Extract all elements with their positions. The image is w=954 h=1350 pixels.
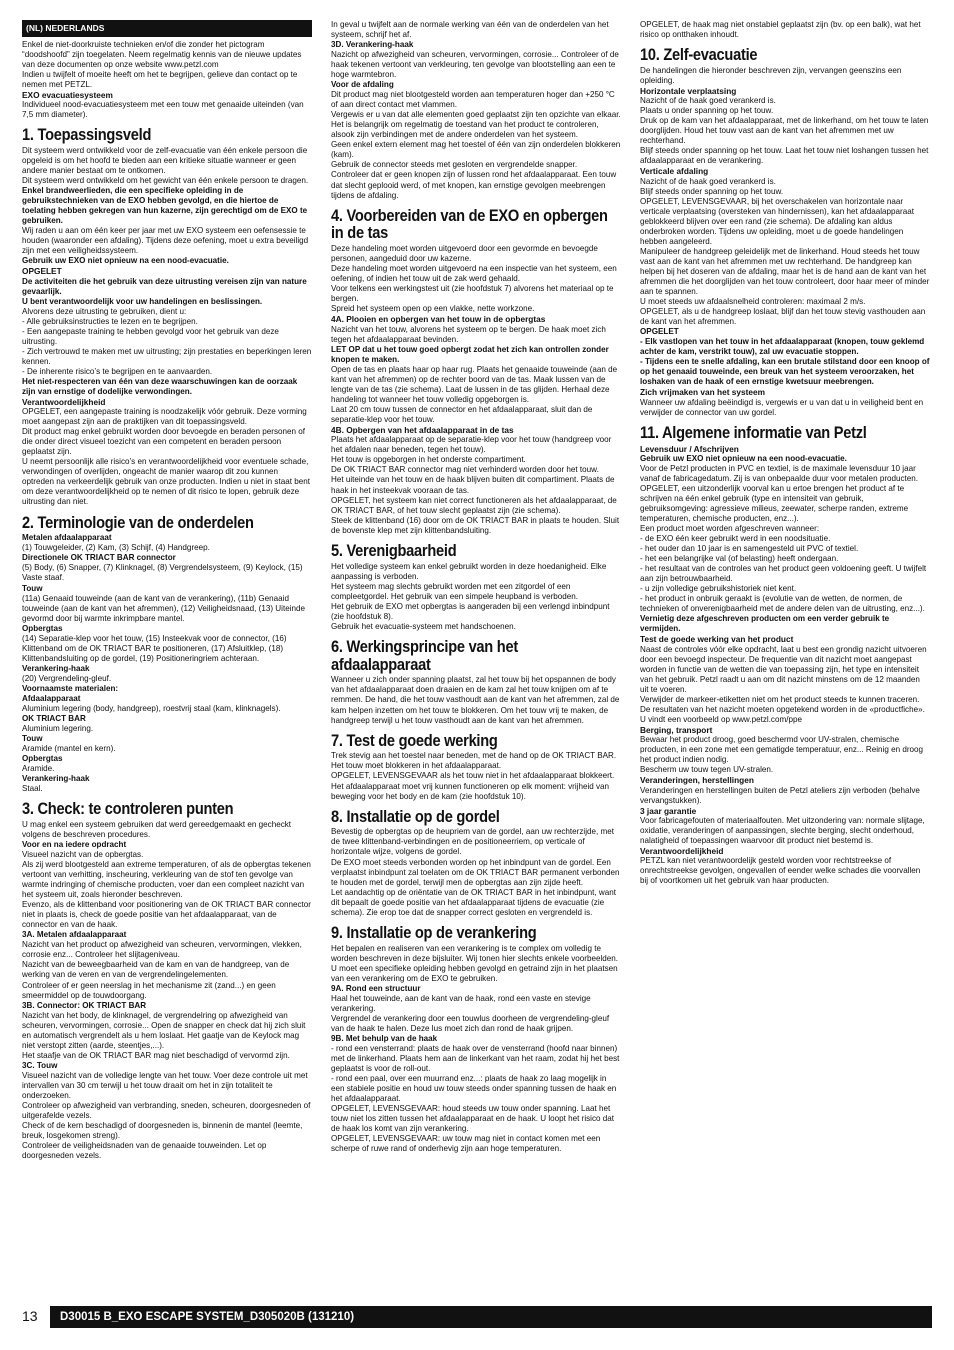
paragraph: Voor telkens een werkingstest uit (zie hoofdstuk 7) alvorens het materiaal op te bergen.	[331, 284, 614, 304]
paragraph: (5) Body, (6) Snapper, (7) Klinknagel, (8) Vergrendelsysteem, (9) Keylock, (15) Vaste staaf.	[22, 563, 303, 583]
paragraph: (20) Vergrendeling-gleuf.	[22, 673, 112, 683]
bold-paragraph: U bent verantwoordelijk voor uw handelingen en beslissingen.	[22, 296, 263, 306]
paragraph: - rond een paal, over een muurrand enz...: plaats de haak zo laag mogelijk in een stabiele positie en houd uw touw steeds onder spanning tussen de haak en het afdaalapparaat.	[331, 1073, 617, 1103]
subheading: Verantwoordelijkheid	[640, 846, 724, 857]
paragraph: Als zij werd blootgesteld aan extreme temperaturen, of als de opbergtas tekenen vertoont van verhitting, inscheuring, verkleuring van de stof ten gevolge van warmte indringing of chemische producten, voer dan een compleet nazicht van het systeem uit, zoals hieronder beschreven.	[22, 860, 311, 900]
paragraph: De OK TRIACT BAR connector mag niet verhinderd worden door het touw.	[331, 465, 599, 475]
paragraph: Blijf steeds onder spanning op het touw.	[640, 186, 784, 196]
paragraph: Let aandachtig op de oriëntatie van de OK TRIACT BAR in het inbindpunt, want dit bepaalt de goede positie van het afdaalapparaat tijdens de evacuatie (zie schema). Zie erop toe dat de snapper correct gesloten en vergrendeld is.	[331, 887, 616, 917]
subheading: Verantwoordelijkheid	[22, 396, 106, 407]
bold-paragraph: Het niet-respecteren van één van deze waarschuwingen kan de oorzaak zijn van ernstige of dodelijke verwondingen.	[22, 376, 298, 396]
paragraph: Deze handeling moet worden uitgevoerd door een gevormde en bevoegde personen, aangeduid door uw kazerne.	[331, 244, 598, 264]
bold-paragraph: - Elk vastlopen van het touw in het afdaalapparaat (knopen, touw geklemd achter de kam, verstrikt touw), zal uw evacuatie stoppen.	[640, 337, 925, 357]
label-heading: Verankering-haak	[22, 663, 90, 673]
paragraph: Voor de Petzl producten in PVC en textiel, is de maximale levensduur 10 jaar vanaf de fabricagedatum. Zij is van onbepaalde duur voor metalen producten.	[640, 463, 919, 483]
column-2-content	[331, 20, 621, 1154]
paragraph: Vergrendel de verankering door een touwlus doorheen de vergrendeling-gleuf van de haak te halen. Deze lus moet zich dan rond de haak grijpen.	[331, 1013, 610, 1033]
paragraph: - De inherente risico’s te begrijpen en te aanvaarden.	[22, 366, 213, 376]
paragraph: Het uiteinde van het touw en de haak blijven buiten dit compartiment. Plaats de haak in het insteekvak vooraan de tas.	[331, 475, 615, 495]
bold-paragraph: Gebruik uw EXO niet opnieuw na een nood-evacuatie.	[22, 256, 229, 266]
page-number: 13	[22, 1308, 38, 1324]
paragraph: Steek de klittenband (16) door om de OK TRIACT BAR in plaats te houden. Sluit de bovenste klep met zijn klittenbandsluiting.	[331, 515, 620, 535]
label-heading: OK TRIACT BAR	[22, 713, 86, 723]
column-1	[22, 20, 312, 1288]
subheading: OPGELET	[22, 266, 62, 277]
paragraph: In geval u twijfelt aan de normale werking van één van de onderdelen van het systeem, schrijf het af.	[331, 20, 609, 40]
bold-paragraph: De activiteiten die het gebruik van deze uitrusting vereisen zijn van nature gevaarlijk.	[22, 276, 307, 296]
paragraph: Bewaar het product droog, goed beschermd voor UV-stralen, chemische producten, in een zone met een gematigde temperatuur, enz... Reinig en droog het product indien nodig.	[640, 735, 924, 765]
paragraph: - het een belangrijke val (of belasting) heeft ondergaan.	[640, 554, 839, 564]
paragraph: Nazicht van de beweegbaarheid van de kam en van de handgreep, van de werking van de veren en van de vergrendelingelementen.	[22, 960, 290, 980]
paragraph: OPGELET, de haak mag niet onstabiel geplaatst zijn (bv. op een balk), wat het risico op ontthaken inhoudt.	[640, 20, 921, 40]
paragraph: Controleer op afwezigheid van verbranding, sneden, scheuren, doorgesneden of uitgerafelde vezels.	[22, 1100, 311, 1120]
label-heading: Verankering-haak	[22, 774, 90, 784]
paragraph: Het volledige systeem kan enkel gebruikt worden in deze hoedanigheid. Elke aanpassing is verboden.	[331, 561, 607, 581]
paragraph: (14) Separatie-klep voor het touw, (15) Insteekvak voor de connector, (16) Klittenband om de OK TRIACT BAR te positioneren, (17) Afsluitklep, (18) Klittenbandsluiting op de gordel, (19) Positioneringriem achteraan.	[22, 633, 287, 663]
paragraph: U mag enkel een systeem gebruiken dat werd gereedgemaakt en gecheckt volgens de beschreven procedures.	[22, 820, 292, 840]
paragraph: Nazicht of de haak goed verankerd is.	[640, 176, 776, 186]
paragraph: Controleer de veiligheidsnaden van de genaaide touweinden. Let op doorgesneden vezels.	[22, 1141, 267, 1161]
label-heading: Opbergtas	[22, 623, 63, 633]
paragraph: OPGELET, het systeem kan niet correct functioneren als het afdaalapparaat, de OK TRIACT BAR, of het touw slecht geplaatst zijn (zie schema).	[331, 495, 617, 515]
paragraph: Plaats het afdaalapparaat op de separatie-klep voor het touw (handgreep voor het afdalen naar beneden, tegen het touw).	[331, 435, 612, 455]
paragraph: Veranderingen en herstellingen buiten de Petzl ateliers zijn verboden (behalve vervangstukken).	[640, 785, 920, 805]
paragraph: Visueel nazicht van de opbergtas.	[22, 850, 144, 860]
paragraph: - rond een vensterrand: plaats de haak over de vensterrand (hoofd naar binnen) met de linkerhand. Plaats hem aan de linkerkant van het raam, zodat hij het best geplaatst is voor de roll-out.	[331, 1043, 620, 1073]
paragraph: Voor fabricagefouten of materiaalfouten. Met uitzondering van: normale slijtage, oxidatie, veranderingen of aanpassingen, slechte berging, slecht onderhoud, nalatigheid of toepassingen waarvoor dit product niet bestemd is.	[640, 816, 925, 846]
subheading: 3 jaar garantie	[640, 805, 697, 816]
paragraph: Aluminium legering.	[22, 723, 94, 733]
paragraph: Het bepalen en realiseren van een verankering is te complex om volledig te worden beschreven in deze bijsluiter. Wij tonen hier slechts enkele voorbeelden. U moet een specifieke opleiding hebben gevolgd en getraind zijn in het plaatsen van een verankering om de EXO te gebruiken.	[331, 943, 619, 983]
paragraph: Wanneer uw afdaling beëindigd is, vergewis er u van dat u in veiligheid bent en verwijder de connector van uw gordel.	[640, 397, 924, 417]
paragraph: Nazicht van het body, de klinknagel, de vergrendelring op afwezigheid van scheuren, vervormingen, corrosie... Open de snapper en check dat hij zich sluit en automatisch vergrendelt als u hem loslaat. Het gaatje van de Keylock mag niet verstopt zitten (aarde, steentjes,...).	[22, 1010, 306, 1050]
subheading: Zich vrijmaken van het systeem	[640, 387, 765, 398]
paragraph: Gebruik de connector steeds met gesloten en vergrendelde snapper.	[331, 160, 578, 170]
label-heading: OPGELET	[640, 327, 679, 337]
paragraph: Haal het touweinde, aan de kant van de haak, rond een vaste en stevige verankering.	[331, 993, 591, 1013]
section-heading: 10. Zelf-evacuatie	[640, 45, 758, 65]
paragraph: De resultaten van het nazicht moeten opgetekend worden in de «productfiche». U vindt een voorbeeld op www.petzl.com/ppe	[640, 704, 925, 724]
paragraph: Bescherm uw touw tegen UV-stralen.	[640, 765, 774, 775]
section-heading: 8. Installatie op de gordel	[331, 806, 500, 826]
paragraph: PETZL kan niet verantwoordelijk gesteld worden voor rechtstreekse of onrechtstreekse gevolgen, ongevallen of eender welke schades die voorvallen bij of voortkomen uit het gebruik van haar producten.	[640, 856, 921, 886]
paragraph: OPGELET, een uitzonderlijk voorval kan u ertoe brengen het product af te schrijven na één enkel gebruik (type en intensiteit van gebruik, gebruiksomgeving: agressieve milieus, zeewater, scherpe randen, extreme temperaturen, chemische producten, enz...).	[640, 483, 909, 524]
label-heading: Metalen afdaalapparaat	[22, 533, 112, 543]
paragraph: - Alle gebruiksinstructies te lezen en te begrijpen.	[22, 316, 198, 326]
paragraph: Geen enkel extern element mag het toestel of één van zijn onderdelen blokkeren (kam).	[331, 140, 621, 160]
subheading: Horizontale verplaatsing	[640, 85, 737, 96]
paragraph: Vergewis er u van dat alle elementen goed geplaatst zijn ten opzichte van elkaar. Het is belangrijk om regelmatig de toestand van het product te controleren, alsook zijn verbindingen met de andere onderdelen van het systeem.	[331, 110, 621, 140]
subheading: 4B. Opbergen van het afdaalapparaat in de tas	[331, 425, 514, 436]
paragraph: Het gebruik de EXO met opbergtas is aangeraden bij een verlengd inbindpunt (zie hoofdstuk 8).	[331, 601, 610, 621]
paragraph: Het touw is opgeborgen in het onderste compartiment.	[331, 455, 526, 465]
label-heading: Voornaamste materialen:	[22, 683, 119, 693]
paragraph: Naast de controles vóór elke opdracht, laat u best een grondig nazicht uitvoeren door een bevoegd inspecteur. De frequentie van dit nazicht moet aangepast worden in functie van de wetten die van toepassing zijn, het type en intensiteit van het gebruik. Petzl raadt u aan om dit nazicht minstens om de 12 maanden uit te voeren.	[640, 644, 927, 694]
paragraph: Het systeem mag slechts gebruikt worden met een zitgordel of een compleetgordel. Het gebruik van een simpele heupband is verboden.	[331, 581, 579, 601]
paragraph: Dit systeem werd ontwikkeld voor de zelf-evacuatie van één enkele persoon die opgeleid is om het hoofd te bieden aan een kritieke situatie wanneer er geen andere manier bestaat om te ontkomen.	[22, 145, 308, 175]
paragraph: Spreid het systeem open op een vlakke, nette workzone.	[331, 304, 535, 314]
page-footer	[22, 1306, 932, 1328]
label-heading: 3A. Metalen afdaalapparaat	[22, 930, 127, 940]
column-2	[331, 20, 621, 1280]
paragraph: OPGELET, LEVENSGEVAAR als het touw niet in het afdaalapparaat blokkeert. Het afdaalapparaat moet vrij kunnen functioneren op elk moment: vrijheid van beweging voor het body en de kam (zie hoofdstuk 10).	[331, 771, 615, 801]
paragraph: Trek stevig aan het toestel naar beneden, met de hand op de OK TRIACT BAR. Het touw moet blokkeren in het afdaalapparaat.	[331, 751, 617, 771]
paragraph: Controleer dat er geen knopen zijn of lussen rond het afdaalapparaat. Een touw dat slecht geplooid werd, of met knopen, kan ernstige gevolgen meebrengen tijdens de afdaling.	[331, 170, 617, 200]
paragraph: U neemt persoonlijk alle risico’s en verantwoordelijkheid voor eventuele schade, verwondingen of overlijden, ongeacht de manier waarop dit zou kunnen optreden na verkeerdelijk gebruik van onze producten. Indien u niet in staat bent om deze verantwoordelijkheid op te nemen of dit risico te lopen, gebruik deze uitrusting dan niet.	[22, 457, 310, 507]
subheading: Veranderingen, herstellingen	[640, 775, 754, 786]
section-heading: 6. Werkingsprincipe van het afdaalapparaat	[331, 636, 518, 674]
paragraph: Dit systeem werd ontwikkeld om het gewicht van één enkele persoon te dragen.	[22, 175, 309, 185]
paragraph: Bevestig de opbergtas op de heupriem van de gordel, aan uw rechterzijde, met de twee klittenband-verbindingen en de positioneerriem, op verticale of horizontale wijze, volgens de gordel.	[331, 827, 615, 857]
paragraph: De handelingen die hieronder beschreven zijn, vervangen geenszins een opleiding.	[640, 65, 902, 85]
column-1-content	[22, 40, 312, 1162]
paragraph: Dit product mag niet blootgesteld worden aan temperaturen hoger dan +250 °C of aan direct contact met vlammen.	[331, 90, 615, 110]
paragraph: Aramide.	[22, 764, 55, 774]
paragraph: Een product moet worden afgeschreven wanneer:	[640, 524, 820, 534]
bold-paragraph: LET OP dat u het touw goed opbergt zodat het zich kan ontrollen zonder knopen te maken.	[331, 344, 609, 364]
paragraph: - het resultaat van de controles van het product geen voldoening geeft. U twijfelt aan zijn betrouwbaarheid.	[640, 564, 927, 584]
section-heading: 2. Terminologie van de onderdelen	[22, 512, 254, 532]
bold-paragraph: - Tijdens een te snelle afdaling, kan een brutale stilstand door een knoop of op het genaaid touweinde, een breuk van het systeem veroorzaken, het loshaken van de haak of een ernstige kwetsuur meebrengen.	[640, 357, 930, 387]
paragraph: Plaats u onder spanning op het touw.	[640, 106, 774, 116]
paragraph: Nazicht van het touw, alvorens het systeem op te bergen. De haak moet zich tegen het afdaalapparaat bevinden.	[331, 324, 606, 344]
paragraph: Nazicht van het product op afwezigheid van scheuren, vervormingen, vlekken, corrosie enz... Controleer het slijtageniveau.	[22, 940, 302, 960]
paragraph: Wij raden u aan om één keer per jaar met uw EXO systeem een oefensessie te houden (waaronder een afdaling). Tijdens deze oefening, moet u extra beveiligd zijn met een veiligheidssysteem.	[22, 226, 309, 256]
label-heading: Afdaalapparaat	[22, 693, 81, 703]
label-heading: Voor de afdaling	[331, 80, 394, 90]
paragraph: Enkel de niet-doorkruiste technieken en/of die zonder het pictogram “doodshoofd” zijn toegelaten. Neem regelmatig kennis van de nieuwe updates van deze documenten op onze website www.petzl.com	[22, 39, 302, 69]
section-heading: 7. Test de goede werking	[331, 730, 498, 750]
paragraph: Druk op de kam van het afdaalapparaat, met de linkerhand, om het touw te laten doorglijden. Houd het touw vast aan de kant van het afremmen met uw rechterhand.	[640, 116, 929, 146]
bold-paragraph: Enkel brandweerlieden, die een specifieke opleiding in de gebruikstechnieken van de EXO hebben gevolgd, en die hiertoe de toelating hebben gekregen van hun kazerne, zijn gerechtigd om de EXO te gebruiken.	[22, 186, 308, 226]
label-heading: Directionele OK TRIACT BAR connector	[22, 553, 176, 563]
paragraph: OPGELET, als u de handgreep loslaat, blijf dan het touw stevig vasthouden aan de kant van het afremmen.	[640, 307, 926, 327]
paragraph: - Zich vertrouwd te maken met uw uitrusting; zijn prestaties en beperkingen leren kennen.	[22, 346, 312, 366]
subheading: Levensduur / Afschrijven	[640, 443, 739, 454]
paragraph: Controleer of er geen neerslag in het mechanisme zit (zand...) en geen smeermiddel op de touwdoorgang.	[22, 980, 276, 1000]
section-heading: 3. Check: te controleren punten	[22, 799, 234, 819]
label-heading: 9A. Rond een structuur	[331, 983, 421, 993]
paragraph: - het product in onbruik geraakt is (evolutie van de wetten, de normen, de technieken of onverenigbaarheid met de andere delen van de uitrusting, enz...).	[640, 594, 925, 614]
paragraph: Nazicht of de haak goed verankerd is.	[640, 96, 776, 106]
label-heading: 3D. Verankering-haak	[331, 40, 414, 50]
subheading: Berging, transport	[640, 724, 713, 735]
section-heading: 11. Algemene informatie van Petzl	[640, 422, 867, 442]
subheading: Verticale afdaling	[640, 166, 709, 177]
section-heading: 4. Voorbereiden van de EXO en opbergen in de tas	[331, 205, 608, 243]
paragraph: Evenzo, als de klittenband voor positionering van de OK TRIACT BAR connector niet in plaats is, check de goede positie van het afdaalapparaat, van de connector en van de haak.	[22, 900, 311, 930]
paragraph: Deze handeling moet worden uitgevoerd na een inspectie van het systeem, een oefening, of indien het touw uit de zak werd gehaald.	[331, 264, 617, 284]
paragraph: - Een aangepaste training te hebben gevolgd voor het gebruik van deze uitrusting.	[22, 326, 279, 346]
column-3-content	[640, 20, 930, 886]
paragraph: De EXO moet steeds verbonden worden op het inbindpunt van de gordel. Een verplaatst inbindpunt zal toelaten om de OK TRIACT BAR permanent verbonden te houden met de gordel, terwijl men de opbergtas aan zijn zijde heeft.	[331, 857, 620, 887]
label-heading: 3B. Connector: OK TRIACT BAR	[22, 1000, 147, 1010]
label-heading: 3C. Touw	[22, 1060, 58, 1070]
subheading: EXO evacuatiesysteem	[22, 89, 113, 100]
paragraph: - u zijn volledige gebruikshistoriek niet kent.	[640, 584, 797, 594]
label-heading: Opbergtas	[22, 754, 63, 764]
paragraph: - de EXO één keer gebruikt werd in een noodsituatie.	[640, 534, 831, 544]
label-heading: Touw	[22, 733, 43, 743]
paragraph: OPGELET, LEVENSGEVAAR, bij het overschakelen van horizontale naar verticale verplaatsing (oversteken van hindernissen), kan het afdaalapparaat geblokkeerd blijven over een rand (zie schema). De afdaling kan aldus onderbroken worden. Tijdens uw opleiding, moet u de goede handelingen hebben aangeleerd.	[640, 196, 915, 246]
paragraph: Blijf steeds onder spanning op het touw. Laat het touw niet loshangen tussen het afdaalapparaat en de verankering.	[640, 146, 929, 166]
paragraph: Het staafje van de OK TRIACT BAR mag niet beschadigd of vervormd zijn.	[22, 1050, 290, 1060]
paragraph: Aramide (mantel en kern).	[22, 744, 116, 753]
paragraph: Staal.	[22, 784, 43, 794]
paragraph: Dit product mag enkel gebruikt worden door bevoegde en beraden personen of die onder direct visueel toezicht van een competent en beraden persoon geplaatst zijn.	[22, 427, 306, 457]
label-heading: Voor en na iedere opdracht	[22, 840, 127, 850]
label-heading: 9B. Met behulp van de haak	[331, 1033, 438, 1043]
paragraph: Check of de kern beschadigd of doorgesneden is, binnenin de mantel (leemte, breuk, losgekomen streng).	[22, 1120, 303, 1140]
paragraph: Open de tas en plaats haar op haar rug. Plaats het genaaide touweinde (aan de kant van het afremmen) op de rechter boord van de tas. Maak lussen van de lengte van de tas (zie schema). Laat de lussen in de tas glijden. Herhaal deze handeling tot wanneer het touw volledig opgeborgen is.	[331, 364, 618, 404]
paragraph: Gebruik het evacuatie-systeem met handschoenen.	[331, 621, 516, 631]
language-tag: (NL) NEDERLANDS	[22, 20, 312, 37]
paragraph: OPGELET, een aangepaste training is noodzakelijk vóór gebruik. Deze vorming moet aangepast zijn aan de praktijken van dit toepassingsveld.	[22, 407, 307, 427]
paragraph: Verwijder de markeer-etiketten niet om het product steeds te kunnen traceren.	[640, 694, 920, 704]
paragraph: Indien u twijfelt of moeite heeft om het te begrijpen, gelieve dan contact op te nemen met PETZL.	[22, 69, 298, 89]
bold-paragraph: Vernietig deze afgeschreven producten om een verder gebruik te vermijden.	[640, 614, 890, 634]
paragraph: Manipuleer de handgreep geleidelijk met de linkerhand. Houd steeds het touw vast aan de kant van het afremmen met uw rechterhand. De handgreep kan helpen bij het doseren van de afdaling, maar het is de hand aan de kant van het afremmen die het doorglijden van het touw controleert, door haar meer of minder aan te spannen.	[640, 246, 930, 297]
paragraph: Nazicht op afwezigheid van scheuren, vervormingen, corrosie... Controleer of de haak tekenen vertoont van verkleuring, ten gevolge van blootstelling aan een te hoge warmtebron.	[331, 50, 619, 80]
document-reference: D30015 B_EXO ESCAPE SYSTEM_D305020B (131210)	[50, 1306, 932, 1328]
paragraph: OPGELET, LEVENSGEVAAR: uw touw mag niet in contact komen met een scherpe of ruwe rand of onderhevig zijn aan hoge temperaturen.	[331, 1134, 601, 1154]
paragraph: Visueel nazicht van de volledige lengte van het touw. Voer deze controle uit met intervallen van 30 cm terwijl u het touw draait om het in zijn totaliteit te onderzoeken.	[22, 1070, 308, 1100]
paragraph: U moet steeds uw afdaalsnelheid controleren: maximaal 2 m/s.	[640, 297, 866, 307]
subheading: 4A. Plooien en opbergen van het touw in de opbergtas	[331, 314, 546, 325]
label-heading: Touw	[22, 583, 43, 593]
column-3	[640, 20, 930, 1020]
subheading: Test de goede werking van het product	[640, 634, 794, 645]
paragraph: Aluminium legering (body, handgreep), roestvrij staal (kam, klinknagels).	[22, 703, 281, 713]
bold-paragraph: Gebruik uw EXO niet opnieuw na een nood-evacuatie.	[640, 453, 847, 463]
section-heading: 1. Toepassingsveld	[22, 125, 152, 145]
paragraph: - het ouder dan 10 jaar is en samengesteld uit PVC of textiel.	[640, 544, 859, 554]
paragraph: (11a) Genaaid touweinde (aan de kant van de verankering), (11b) Genaaid touweinde (aan de kant van het afremmen), (12) Veiligheidsnaad, (13) Uiteinde gevormd door bij warmte inkrimpbare mantel.	[22, 593, 306, 623]
paragraph: Wanneer u zich onder spanning plaatst, zal het touw bij het opspannen de body van het afdaalapparaat doen draaien en de kam zal het touw knijpen om af te remmen. De hand, die het touw vasthoudt aan de kant van het afremmen, zal de kam helpen inzetten om het touw te blokkeren. Om het touw vrij te maken, de handgreep terwijl u het touw vasthoudt aan de kant van het afremmen.	[331, 675, 620, 725]
paragraph: Laat 20 cm touw tussen de connector en het afdaalapparaat, sluit dan de separatie-klep voor het touw.	[331, 405, 593, 425]
paragraph: OPGELET, LEVENSGEVAAR: houd steeds uw touw onder spanning. Laat het touw niet los zitten tussen het afdaalapparaat en de haak. U loopt het risico dat de haak los komt van zijn verankering.	[331, 1104, 615, 1134]
paragraph: Individueel nood-evacuatiesysteem met een touw met genaaide uiteinden (van 7,5 mm diameter).	[22, 99, 304, 119]
paragraph: Alvorens deze uitrusting te gebruiken, dient u:	[22, 306, 187, 316]
paragraph: (1) Touwgeleider, (2) Kam, (3) Schijf, (4) Handgreep.	[22, 543, 210, 553]
section-heading: 5. Verenigbaarheid	[331, 540, 457, 560]
section-heading: 9. Installatie op de verankering	[331, 922, 537, 942]
